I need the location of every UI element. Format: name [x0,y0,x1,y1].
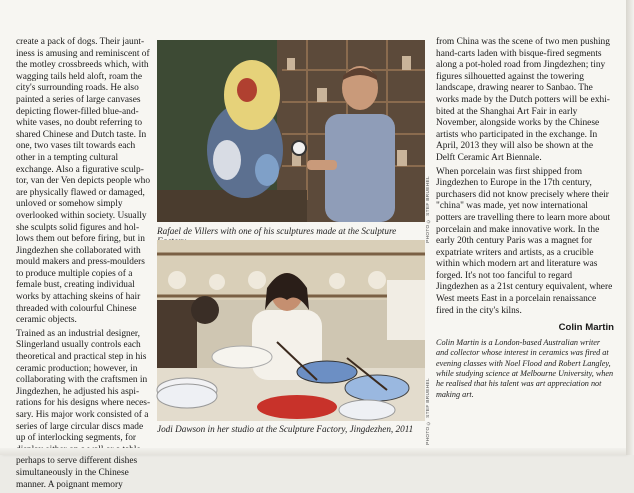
right-paragraph-1: from China was the scene of two men pushing hand-carts laden with bisque-fired segments along a pot-holed road from Jingdezhen; tiny figures silhouetted against the towering landscape, drawing nearer to Sanbao. The works made by the Dutch potters will be exhibited at the Shanghai Art Fair in early November, alongside works by the Chinese artists who participated in the exchange. In April, 2013 they will also be shown at the Delft Ceramic Art Biennale. [436,37,610,163]
right-paragraph-2: When porcelain was first shipped from Jingdezhen to Europe in the 17th century, purchasers did not know precisely where their "china" was made, yet now international potters are travelling there to learn more about porcelain and make innovative work. In the early 20th century Paris was a magnet for expatriate writers and artists, as a crucible within which modern art and literature was forged. It's not too fanciful to regard Jingdezhen as a 21st century equivalent, where West meets East in a porcelain renaissance fired in the city's kilns. [436,166,613,316]
right-text-column [436,37,614,400]
left-paragraph-2: Trained as an industrial designer, Slingerland usually controls each theoretical and practical step in his ceramic production; however, in collaborating with the craftsmen in Jingdezhen, he adjusted his aspirations for his designs where necessary. His major work consisted of a series of large circular discs made up of interlocking segments, for perhaps to serve different dishes simultaneously in the Chinese manner. A poignant memory [16,328,151,490]
caption-top: Rafael de Villers with one of his sculptures made at the Sculpture [157,226,397,236]
left-paragraph-1: create a pack of dogs. Their jauntiness is amusing and reminiscent of the motley crossbreeds which, with wagging tails held aloft, roam the city's surrounding roads. He also painted a series of large canvases depicting flower-filled blue-and-white vases, no doubt referring to shared Chinese and Dutch taste. In one, two vases tilt towards each other in a tempting cultural exchange. Also a figurative sculptor, van der Ven depicts people who are physically flawed or damaged, unloved or somehow simply overlooked within society. Usually she sculpts solid figures and hollows them out before firing, but in Jingdezhen she collaborated with mould makers and press-moulders to produce multiple copies of a female bust, creating individual works by attaching skeins of hair threaded with colourful Chinese ceramic objects. [16,37,151,326]
photo-credit-top: PHOTO © STEF BRUEHEL [426,176,431,243]
page-bottom-edge [0,448,626,455]
photo-sculptor [157,40,425,222]
photo-credit-bottom: PHOTO © STEF BRUEHEL [426,378,431,445]
caption-bottom: Jodi Dawson in her studio at the Sculpture Factory, Jingdezhen, 2011 [157,424,414,434]
left-text-column [16,37,152,493]
photo-studio [157,240,425,421]
author-bio: Colin Martin is a London-based Australian writer and collector whose interest in ceramics was fired at evening classes with Noel Flood and Robert Langley, while studying science at Melbourne University, when he realised that his talent was art appreciation not making art. [436,337,614,399]
page-spine [626,0,634,455]
author-byline: Colin Martin [558,322,614,334]
